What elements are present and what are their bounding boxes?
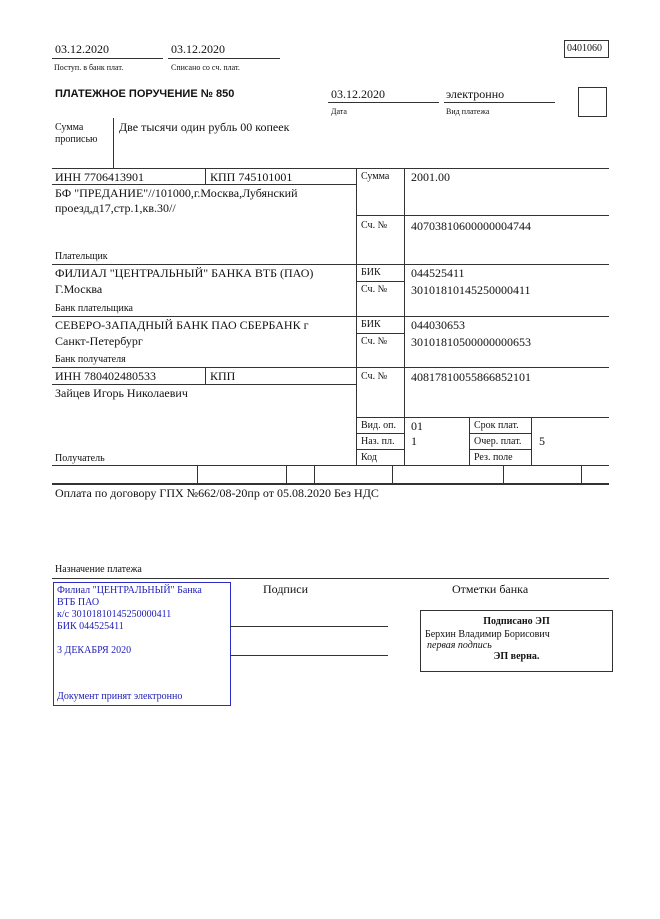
debited-date-line: [168, 58, 280, 59]
payer-bank-account: 30101810145250000411: [411, 283, 531, 297]
payer-name-2: проезд,д17,стр.1,кв.30//: [55, 201, 176, 215]
payer-bank-name-2: Г.Москва: [55, 282, 103, 296]
payer-bank-account-label: Сч. №: [361, 284, 388, 295]
payee-bik-label: БИК: [361, 319, 381, 330]
code-label: Код: [361, 452, 377, 463]
payer-name-1: БФ "ПРЕДАНИЕ"//101000,г.Москва,Лубянский: [55, 186, 298, 200]
amount-row-line: [356, 215, 609, 216]
payer-bik: 044525411: [411, 266, 465, 280]
op-type-label: Вид. оп.: [361, 420, 396, 431]
payer-account-label: Сч. №: [361, 220, 388, 231]
payee-account: 40817810055866852101: [411, 370, 531, 384]
debited-date: 03.12.2020: [171, 42, 225, 56]
payee-bank-bik-line: [356, 333, 404, 334]
amount-label: Сумма: [361, 171, 390, 182]
tax-col-2: [286, 465, 287, 483]
codes-line-2b: [469, 449, 531, 450]
tax-col-1: [197, 465, 198, 483]
document-date-label: Дата: [331, 107, 347, 116]
stamp-line-4: БИК 044525411: [57, 621, 124, 632]
stamp-footer: Документ принят электронно: [57, 691, 183, 702]
status-code-box: [578, 87, 607, 117]
amount-words-label-2: прописью: [55, 134, 98, 145]
tax-col-5: [503, 465, 504, 483]
bank-stamp: [53, 582, 231, 706]
priority: 5: [539, 434, 545, 448]
codes-line-1a: [356, 433, 404, 434]
payee-bik: 044030653: [411, 318, 465, 332]
payee-bank-label: Банк получателя: [55, 354, 126, 365]
payee-bottom-line: [52, 465, 609, 466]
purpose-text: Оплата по договору ГПХ №662/08-20пр от 05.08.2020 Без НДС: [55, 486, 379, 500]
form-code: 0401060: [567, 43, 602, 54]
due-label: Срок плат.: [474, 420, 519, 431]
amount-words-label-1: Сумма: [55, 122, 84, 133]
amount-words-divider: [113, 118, 114, 168]
payee-inn: ИНН 780402480533: [55, 369, 156, 383]
payee-kpp: КПП: [210, 369, 236, 383]
purpose-code-label: Наз. пл.: [361, 436, 395, 447]
payee-inn-kpp-divider: [205, 367, 206, 384]
payee-inn-line: [52, 384, 356, 385]
payer-label: Плательщик: [55, 251, 108, 262]
stamp-line-1: Филиал "ЦЕНТРАЛЬНЫЙ" Банка: [57, 585, 202, 596]
payee-bank-account: 30101810500000000653: [411, 335, 531, 349]
payment-type-label: Вид платежа: [446, 107, 490, 116]
payment-type: электронно: [446, 87, 505, 101]
debited-date-label: Списано со сч. плат.: [171, 63, 240, 72]
payer-bank-bik-line: [356, 281, 404, 282]
purpose-bottom-line: [52, 578, 609, 579]
signature-line-1: [230, 626, 388, 627]
received-date-line: [52, 58, 163, 59]
codes-divider-2: [531, 417, 532, 465]
received-date: 03.12.2020: [55, 42, 109, 56]
stamp-line-3: к/с 30101810145250000411: [57, 609, 172, 620]
payee-label: Получатель: [55, 453, 105, 464]
op-type: 01: [411, 419, 423, 433]
stamp-line-2: ВТБ ПАО: [57, 597, 100, 608]
document-date-line: [328, 102, 439, 103]
payee-bank-name-1: СЕВЕРО-ЗАПАДНЫЙ БАНК ПАО СБЕРБАНК г: [55, 318, 309, 332]
payer-bank-label: Банк плательщика: [55, 303, 133, 314]
tax-row-bottom-line: [52, 483, 609, 485]
e-signature-box: [420, 610, 613, 672]
bank-marks-label: Отметки банка: [452, 582, 529, 596]
e-signature-status: ЭП верна.: [493, 651, 540, 662]
payee-bank-account-label: Сч. №: [361, 336, 388, 347]
signatures-label: Подписи: [263, 582, 309, 596]
codes-top-line: [356, 417, 609, 418]
payee-bank-name-2: Санкт-Петербург: [55, 334, 143, 348]
codes-divider-1: [469, 417, 470, 465]
payment-type-line: [444, 102, 555, 103]
purpose-code: 1: [411, 434, 417, 448]
received-date-label: Поступ. в банк плат.: [54, 63, 124, 72]
purpose-label: Назначение платежа: [55, 564, 142, 575]
payee-bank-bottom-line: [52, 367, 609, 368]
document-date: 03.12.2020: [331, 87, 385, 101]
payer-bottom-line: [52, 264, 609, 265]
stamp-date: 3 ДЕКАБРЯ 2020: [57, 645, 132, 656]
priority-label: Очер. плат.: [474, 436, 522, 447]
amount-words-value: Две тысячи один рубль 00 копеек: [119, 120, 290, 134]
e-signature-role: первая подпись: [427, 640, 492, 651]
e-signature-title: Подписано ЭП: [483, 616, 550, 627]
payer-kpp: КПП 745101001: [210, 170, 293, 184]
reserve-label: Рез. поле: [474, 452, 513, 463]
signature-line-2: [230, 655, 388, 656]
tax-col-4: [392, 465, 393, 483]
tax-col-3: [314, 465, 315, 483]
payer-inn: ИНН 7706413901: [55, 170, 144, 184]
amount-value: 2001.00: [411, 170, 450, 184]
e-signature-signer: Берхин Владимир Борисович: [425, 629, 550, 640]
codes-line-1b: [469, 433, 531, 434]
payer-bank-name-1: ФИЛИАЛ "ЦЕНТРАЛЬНЫЙ" БАНКА ВТБ (ПАО): [55, 266, 314, 280]
codes-line-2a: [356, 449, 404, 450]
payer-bik-label: БИК: [361, 267, 381, 278]
table-top-line: [52, 168, 609, 169]
payer-bank-bottom-line: [52, 316, 609, 317]
document-title: ПЛАТЕЖНОЕ ПОРУЧЕНИЕ № 850: [55, 88, 235, 100]
tax-col-6: [581, 465, 582, 483]
payee-account-label: Сч. №: [361, 371, 388, 382]
payer-account: 40703810600000004744: [411, 219, 531, 233]
payer-inn-kpp-divider: [205, 168, 206, 184]
payee-name: Зайцев Игорь Николаевич: [55, 386, 188, 400]
form-code-box: [564, 40, 609, 58]
